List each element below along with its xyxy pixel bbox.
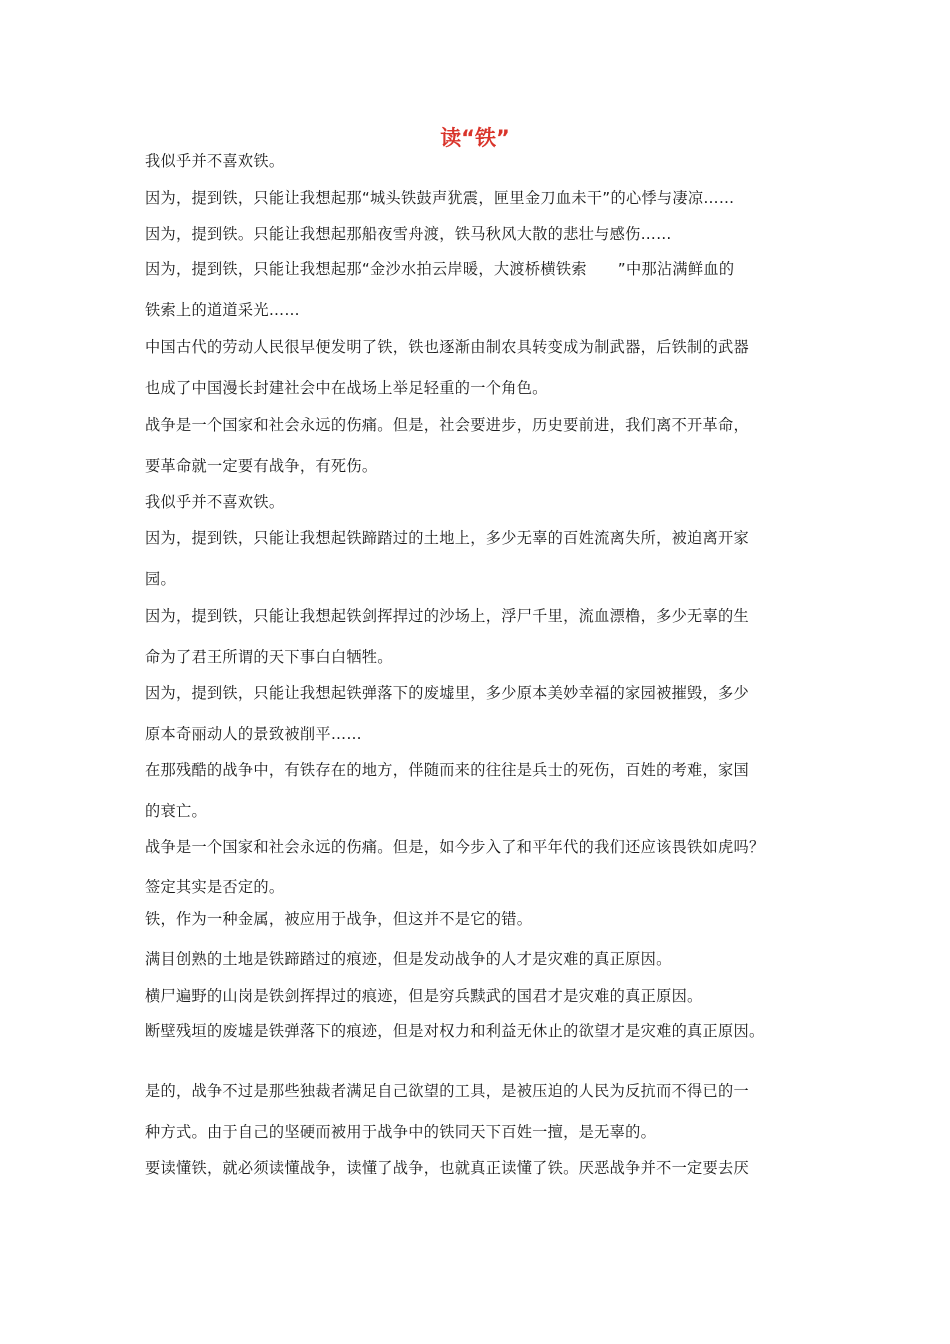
text-line: 签定其实是否定的。 [145, 878, 285, 896]
text-line: 原本奇丽动人的景致被削平…… [145, 725, 362, 743]
text-line: 的衰亡。 [145, 802, 207, 820]
text-line: 我似乎并不喜欢铁。 [145, 152, 285, 170]
text-line: 我似乎并不喜欢铁。 [145, 493, 285, 511]
text-line: 因为，提到铁，只能让我想起那“城头铁鼓声犹震，匣里金刀血未干”的心悸与凄凉…… [145, 189, 735, 207]
document-title: 读“铁” [440, 126, 510, 150]
text-line: 因为，提到铁，只能让我想起那“金沙水拍云岸暖，大渡桥横铁索 ”中那沾满鲜血的 [145, 260, 735, 278]
text-line: 战争是一个国家和社会永远的伤痛。但是，社会要进步，历史要前进，我们离不开革命， [145, 416, 750, 434]
text-line: 因为，提到铁，只能让我想起铁剑挥捍过的沙场上，浮尸千里，流血漂橹，多少无辜的生 [145, 607, 750, 625]
text-line: 因为，提到铁，只能让我想起铁弹落下的废墟里，多少原本美妙幸福的家园被摧毁，多少 [145, 684, 750, 702]
text-line: 也成了中国漫长封建社会中在战场上举足轻重的一个角色。 [145, 379, 548, 397]
text-line: 种方式。由于自己的坚硬而被用于战争中的铁同天下百姓一擅，是无辜的。 [145, 1123, 657, 1141]
text-line: 命为了君王所谓的天下事白白牺牲。 [145, 648, 393, 666]
text-line: 断壁残垣的废墟是铁弹落下的痕迹，但是对权力和利益无休止的欲望才是灾难的真正原因。 [145, 1022, 765, 1040]
text-line: 因为，提到铁，只能让我想起铁蹄踏过的土地上，多少无辜的百姓流离失所，被迫离开家 [145, 529, 750, 547]
text-line: 在那残酷的战争中，有铁存在的地方，伴随而来的往往是兵士的死伤，百姓的考难，家国 [145, 761, 750, 779]
text-line: 要读懂铁，就必须读懂战争，读懂了战争，也就真正读懂了铁。厌恶战争并不一定要去厌 [145, 1159, 750, 1177]
text-line: 是的，战争不过是那些独裁者满足自己欲望的工具，是被压迫的人民为反抗而不得已的一 [145, 1082, 750, 1100]
text-line: 因为，提到铁。只能让我想起那船夜雪舟渡，铁马秋风大散的悲壮与感伤…… [145, 225, 672, 243]
text-line: 战争是一个国家和社会永远的伤痛。但是，如今步入了和平年代的我们还应该畏铁如虎吗？ [145, 838, 765, 856]
text-line: 铁，作为一种金属，被应用于战争，但这并不是它的错。 [145, 910, 533, 928]
text-line: 横尸遍野的山岗是铁剑挥捍过的痕迹，但是穷兵黩武的国君才是灾难的真正原因。 [145, 987, 703, 1005]
text-line: 园。 [145, 570, 176, 588]
text-line: 铁索上的道道采光…… [145, 301, 300, 319]
text-line: 满目创熟的土地是铁蹄踏过的痕迹，但是发动战争的人才是灾难的真正原因。 [145, 950, 672, 968]
text-line: 要革命就一定要有战争，有死伤。 [145, 457, 378, 475]
text-line: 中国古代的劳动人民很早便发明了铁，铁也逐渐由制农具转变成为制武器，后铁制的武器 [145, 338, 750, 356]
